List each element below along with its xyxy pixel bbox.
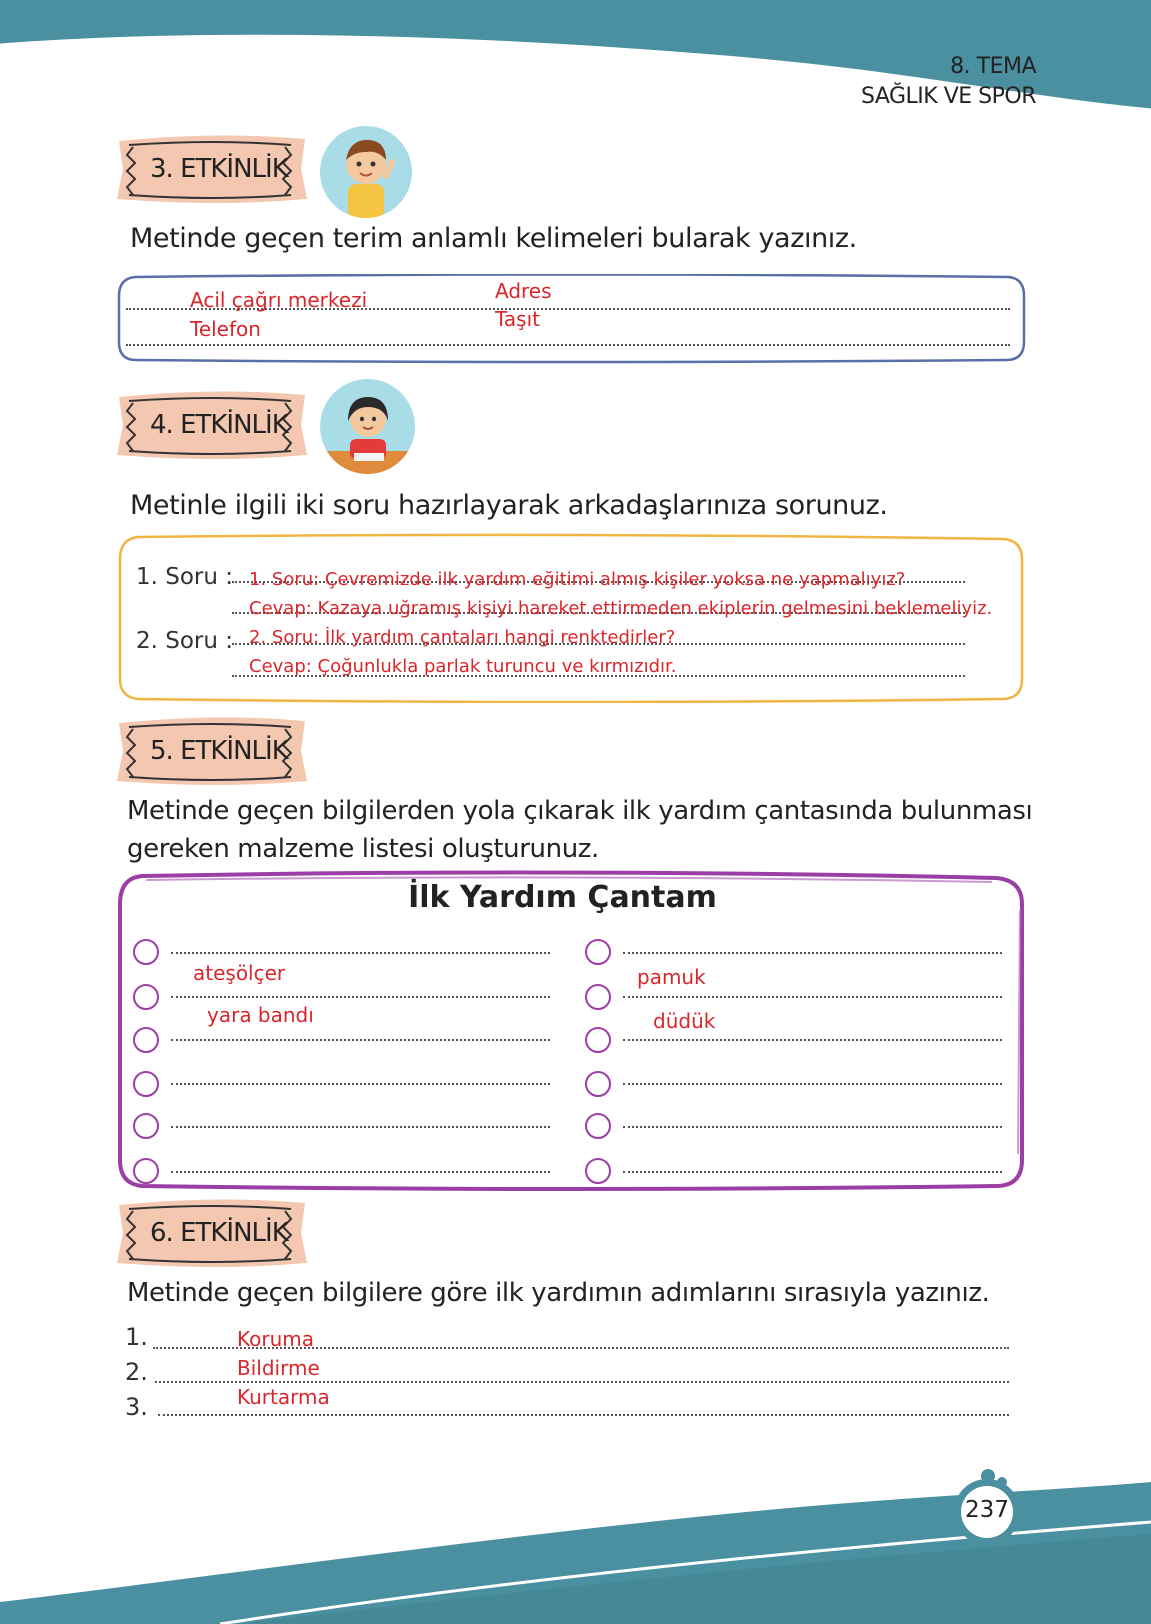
checklist-right-line-4[interactable] xyxy=(623,1083,1002,1085)
theme-number: 8. TEMA xyxy=(950,54,1036,79)
theme-header xyxy=(861,52,1036,112)
activity-5-ribbon xyxy=(115,715,305,787)
activity-5-instruction-line-2: gereken malzeme listesi oluşturunuz. xyxy=(127,834,599,864)
checklist-right-line-2[interactable] xyxy=(623,996,1002,998)
checklist-left-line-2[interactable] xyxy=(171,996,550,998)
checklist-right-line-3[interactable] xyxy=(623,1039,1002,1041)
checklist-right-line-5[interactable] xyxy=(623,1126,1002,1128)
answer-adres: Adres xyxy=(495,279,552,303)
question-1-answer: 1. Soru: Çevremizde ilk yardım eğitimi almış kişiler yoksa ne yapmalıyız? xyxy=(249,569,906,590)
activity-4-instruction: Metinle ilgili iki soru hazırlayarak arkadaşlarınıza sorunuz. xyxy=(130,490,888,521)
item-yara-bandi: yara bandı xyxy=(207,1003,314,1027)
activity-3-line-2[interactable] xyxy=(126,344,1010,346)
activity-4-ribbon xyxy=(115,389,305,461)
checklist-left-circle-2[interactable] xyxy=(133,984,159,1010)
boy-avatar xyxy=(320,126,412,218)
checklist-left-circle-3[interactable] xyxy=(133,1027,159,1053)
item-pamuk: pamuk xyxy=(637,965,706,989)
girl-avatar xyxy=(320,379,415,474)
activity-3-label: 3. ETKİNLİK xyxy=(150,154,288,184)
checklist-right-circle-5[interactable] xyxy=(585,1113,611,1139)
question-1-label: 1. Soru : xyxy=(136,564,234,590)
checklist-right-circle-6[interactable] xyxy=(585,1158,611,1184)
checklist-left-line-4[interactable] xyxy=(171,1083,550,1085)
activity-6-instruction: Metinde geçen bilgilere göre ilk yardımın adımlarını sırasıyla yazınız. xyxy=(127,1278,990,1308)
answer-telefon: Telefon xyxy=(190,317,261,341)
checklist-left-line-5[interactable] xyxy=(171,1126,550,1128)
checklist-right-circle-3[interactable] xyxy=(585,1027,611,1053)
page-number: 237 xyxy=(965,1497,1009,1523)
checklist-left-circle-4[interactable] xyxy=(133,1071,159,1097)
activity-4-label: 4. ETKİNLİK xyxy=(150,410,288,440)
step-number-1: 1. xyxy=(125,1323,148,1351)
step-line-2[interactable] xyxy=(155,1381,1009,1383)
activity-5-label: 5. ETKİNLİK xyxy=(150,736,288,766)
first-aid-box-border xyxy=(116,870,1028,1192)
checklist-right-line-1[interactable] xyxy=(623,952,1002,954)
checklist-left-line-1[interactable] xyxy=(171,952,550,954)
checklist-right-line-6[interactable] xyxy=(623,1171,1002,1173)
checklist-left-line-6[interactable] xyxy=(171,1171,550,1173)
checklist-right-circle-1[interactable] xyxy=(585,939,611,965)
first-aid-box-title: İlk Yardım Çantam xyxy=(408,880,717,915)
answer-tasit: Taşıt xyxy=(495,307,540,331)
checklist-left-line-3[interactable] xyxy=(171,1039,550,1041)
step-answer-kurtarma: Kurtarma xyxy=(237,1385,330,1409)
checklist-right-circle-4[interactable] xyxy=(585,1071,611,1097)
step-number-2: 2. xyxy=(125,1358,148,1386)
activity-5-instruction-line-1: Metinde geçen bilgilerden yola çıkarak ilk yardım çantasında bulunması xyxy=(127,796,1033,826)
item-duduk: düdük xyxy=(653,1009,716,1033)
checklist-right-circle-2[interactable] xyxy=(585,984,611,1010)
activity-6-ribbon xyxy=(115,1197,305,1269)
activity-3-ribbon xyxy=(115,133,305,205)
activity-6-label: 6. ETKİNLİK xyxy=(150,1218,288,1248)
step-answer-bildirme: Bildirme xyxy=(237,1356,320,1380)
item-atesolcer: ateşölçer xyxy=(193,961,286,985)
answer-2-text: Cevap: Çoğunlukla parlak turuncu ve kırmızıdır. xyxy=(249,656,677,677)
theme-title: SAĞLIK VE SPOR xyxy=(860,84,1036,109)
question-2-label: 2. Soru : xyxy=(136,628,234,654)
checklist-left-circle-1[interactable] xyxy=(133,939,159,965)
step-answer-koruma: Koruma xyxy=(237,1327,314,1351)
question-2-answer: 2. Soru: İlk yardım çantaları hangi renktedirler? xyxy=(249,627,676,648)
step-line-3[interactable] xyxy=(158,1414,1009,1416)
answer-acil-cagri: Acil çağrı merkezi xyxy=(190,288,368,312)
checklist-left-circle-6[interactable] xyxy=(133,1158,159,1184)
answer-1-text: Cevap: Kazaya uğramış kişiyi hareket ettirmeden ekiplerin gelmesini beklemeliyiz. xyxy=(249,598,993,619)
checklist-left-circle-5[interactable] xyxy=(133,1113,159,1139)
step-number-3: 3. xyxy=(125,1393,148,1421)
activity-3-instruction: Metinde geçen terim anlamlı kelimeleri bularak yazınız. xyxy=(130,223,857,254)
